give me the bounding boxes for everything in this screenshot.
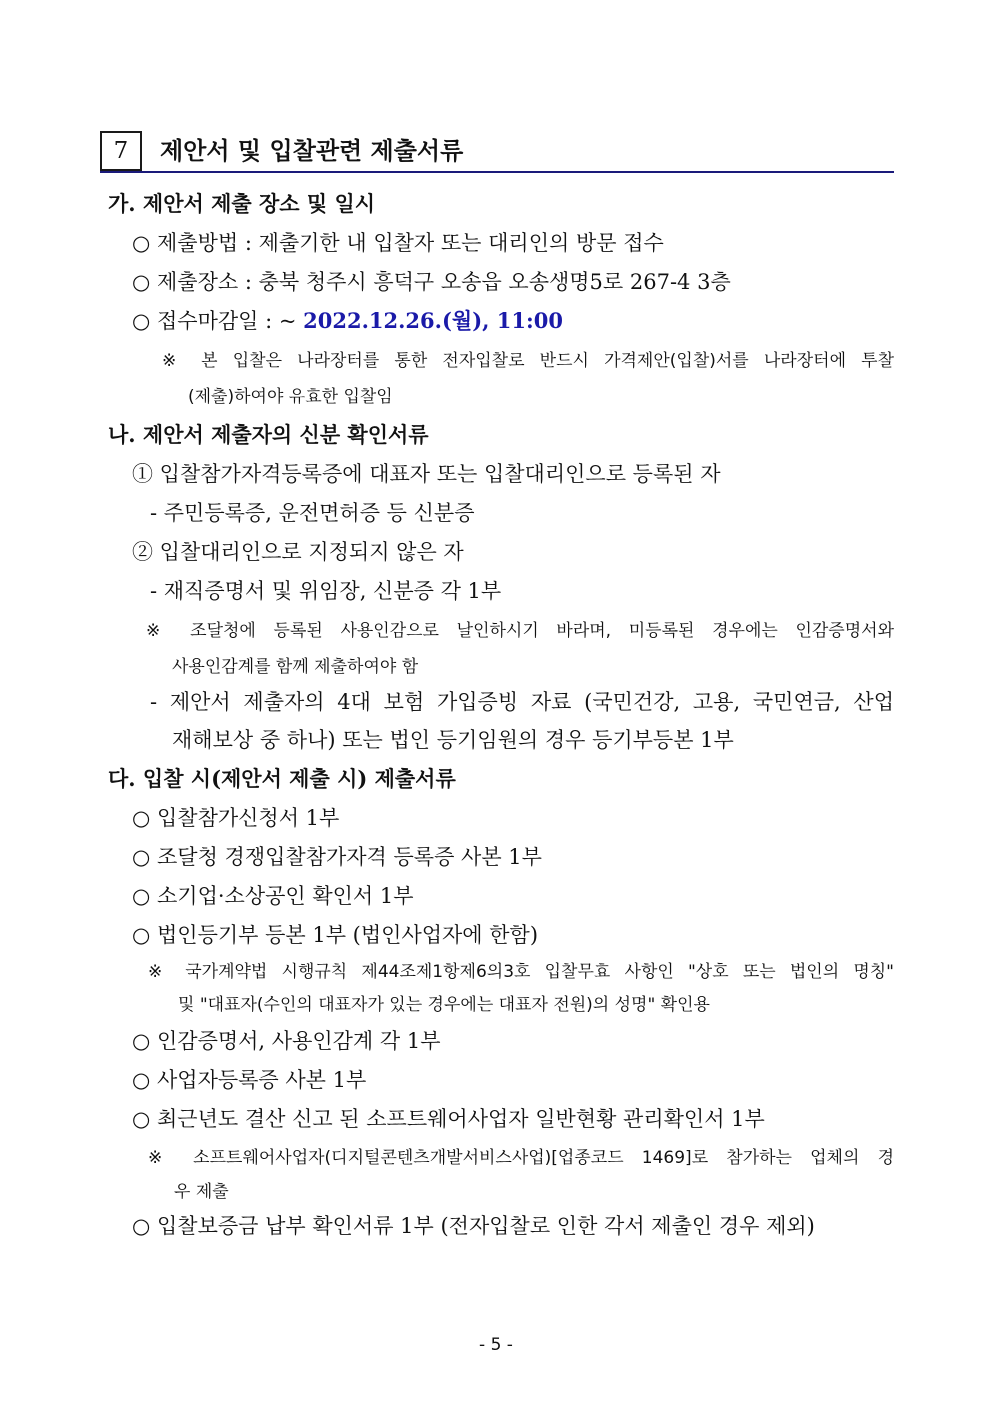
list-item: 재해보상 중 하나) 또는 법인 등기임원의 경우 등기부등본 1부: [172, 728, 734, 752]
list-item: ○ 사업자등록증 사본 1부: [132, 1068, 367, 1092]
note: 및 "대표자(수인의 대표자가 있는 경우에는 대표자 전원)의 성명" 확인용: [178, 995, 710, 1015]
list-item: ② 입찰대리인으로 지정되지 않은 자: [132, 540, 464, 564]
list-item: - 주민등록증, 운전면허증 등 신분증: [150, 501, 475, 525]
list-item: - 재직증명서 및 위임장, 신분증 각 1부: [150, 579, 502, 603]
deadline-label: ○ 접수마감일 : ~: [132, 309, 304, 333]
note: ※ 본 입찰은 나라장터를 통한 전자입찰로 반드시 가격제안(입찰)서를 나라장터에 투찰: [162, 351, 894, 371]
deadline-line: [132, 307, 563, 335]
list-item: ○ 제출장소 : 충북 청주시 흥덕구 오송읍 오송생명5로 267-4 3층: [132, 270, 731, 294]
note: (제출)하여야 유효한 입찰임: [188, 387, 393, 407]
list-item: ○ 입찰보증금 납부 확인서류 1부 (전자입찰로 인한 각서 제출인 경우 제외): [132, 1214, 815, 1238]
list-item: - 제안서 제출자의 4대 보험 가입증빙 자료 (국민건강, 고용, 국민연금, 산업: [150, 690, 894, 714]
note: ※ 조달청에 등록된 사용인감으로 날인하시기 바라며, 미등록된 경우에는 인감증명서와: [146, 621, 894, 641]
list-item: ○ 입찰참가신청서 1부: [132, 806, 340, 830]
heading-ga: 가. 제안서 제출 장소 및 일시: [108, 191, 376, 216]
page-number: - 5 -: [479, 1335, 513, 1355]
list-item: ① 입찰참가자격등록증에 대표자 또는 입찰대리인으로 등록된 자: [132, 462, 721, 486]
list-item: ○ 인감증명서, 사용인감계 각 1부: [132, 1029, 441, 1053]
heading-na: 나. 제안서 제출자의 신분 확인서류: [108, 422, 429, 447]
section-number: 7: [100, 131, 142, 171]
heading-da: 다. 입찰 시(제안서 제출 시) 제출서류: [108, 766, 456, 791]
list-item: ○ 조달청 경쟁입찰참가자격 등록증 사본 1부: [132, 845, 542, 869]
note: 우 제출: [174, 1182, 229, 1202]
deadline-value: 2022.12.26.(월), 11:00: [303, 308, 563, 333]
note: 사용인감계를 함께 제출하여야 함: [172, 657, 419, 677]
note: ※ 소프트웨어사업자(디지털콘텐츠개발서비스사업)[업종코드 1469]로 참가하는 업체의 경: [148, 1148, 894, 1168]
list-item: ○ 소기업·소상공인 확인서 1부: [132, 884, 414, 908]
section-title: 제안서 및 입찰관련 제출서류: [160, 136, 464, 165]
list-item: ○ 최근년도 결산 신고 된 소프트웨어사업자 일반현황 관리확인서 1부: [132, 1107, 765, 1131]
note: ※ 국가계약법 시행규칙 제44조제1항제6의3호 입찰무효 사항인 "상호 또는 법인의 명칭": [148, 962, 894, 982]
list-item: ○ 법인등기부 등본 1부 (법인사업자에 한함): [132, 923, 539, 947]
list-item: ○ 제출방법 : 제출기한 내 입찰자 또는 대리인의 방문 접수: [132, 231, 664, 255]
